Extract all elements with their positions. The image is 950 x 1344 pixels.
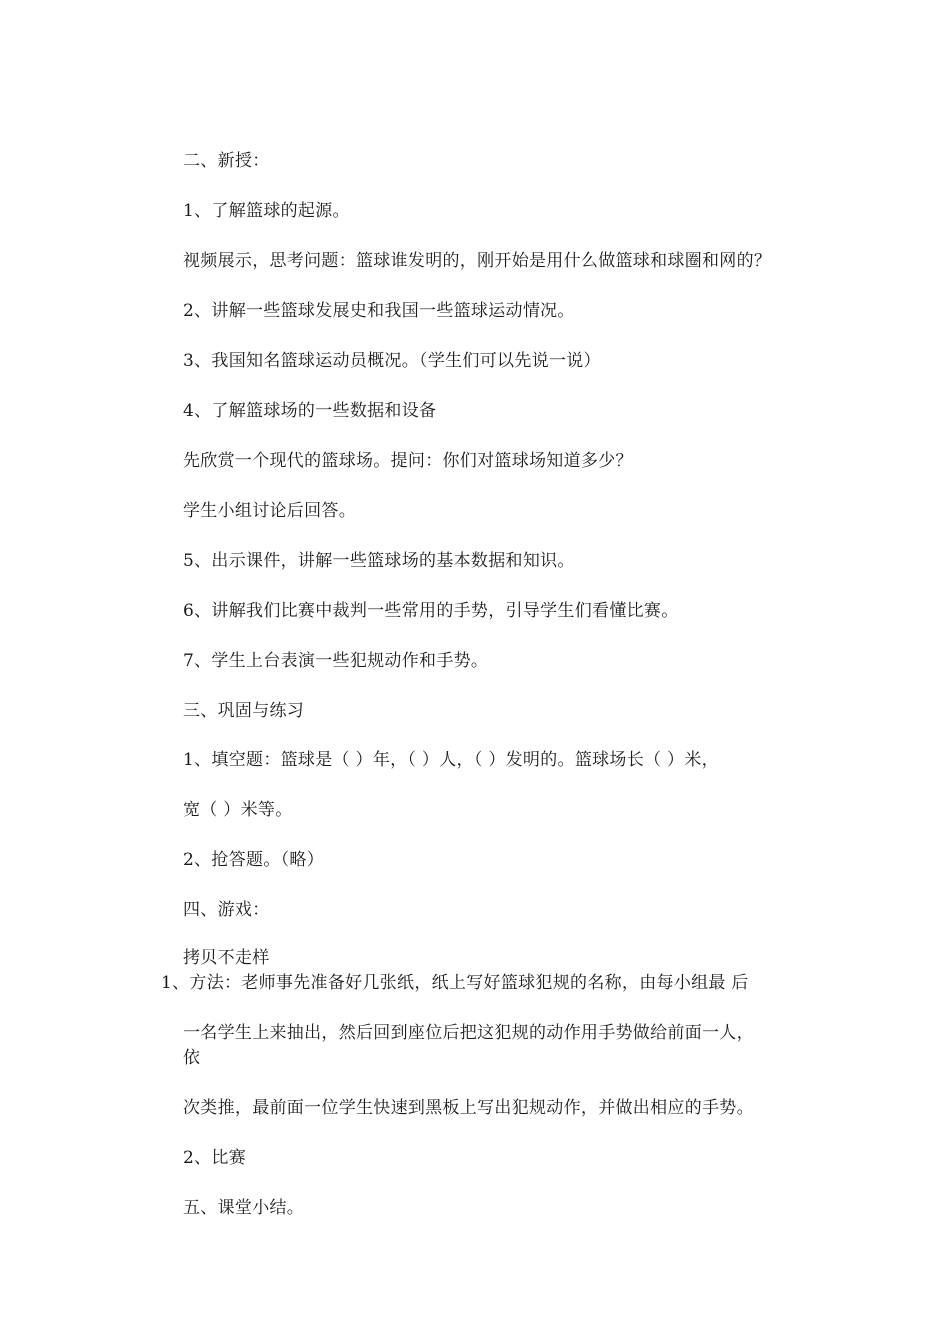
game-method-cont-2: 依 [183,1048,201,1068]
game-method: 1、方法：老师事先准备好几张纸，纸上写好篮球犯规的名称，由每小组最 后 [161,973,749,993]
list-item-student-demo: 7、学生上台表演一些犯规动作和手势。 [183,651,489,671]
list-item-referee-signals: 6、讲解我们比赛中裁判一些常用的手势，引导学生们看懂比赛。 [183,601,679,621]
list-item-competition: 2、比赛 [183,1148,247,1168]
list-item-court-data: 4、了解篮球场的一些数据和设备 [183,401,437,421]
list-item-fill-blank-cont: 宽（ ）米等。 [183,800,293,820]
list-item-quick-answer: 2、抢答题。（略） [183,850,325,870]
paragraph-group-discussion: 学生小组讨论后回答。 [183,501,356,521]
list-item-courseware: 5、出示课件，讲解一些篮球场的基本数据和知识。 [183,551,575,571]
paragraph-court-question: 先欣赏一个现代的篮球场。提问：你们对篮球场知道多少？ [183,451,633,471]
game-method-cont-1: 一名学生上来抽出，然后回到座位后把这犯规的动作用手势做给前面一人， [183,1023,754,1043]
list-item-fill-blank: 1、填空题：篮球是（ ）年，（ ）人，（ ）发明的。篮球场长（ ）米， [183,750,719,770]
game-title: 拷贝不走样 [183,948,270,968]
game-method-cont-3: 次类推，最前面一位学生快速到黑板上写出犯规动作，并做出相应的手势。 [183,1098,754,1118]
list-item-athletes: 3、我国知名篮球运动员概况。（学生们可以先说一说） [183,351,601,371]
section-heading-summary: 五、课堂小结。 [183,1198,305,1218]
section-heading-practice: 三、巩固与练习 [183,701,305,721]
list-item-history: 2、讲解一些篮球发展史和我国一些篮球运动情况。 [183,301,575,321]
section-heading-new-lesson: 二、新授： [183,151,270,171]
paragraph-video: 视频展示，思考问题：篮球谁发明的，刚开始是用什么做篮球和球圈和网的？ [183,251,772,271]
list-item-origin: 1、了解篮球的起源。 [183,201,350,221]
section-heading-game: 四、游戏： [183,900,270,920]
